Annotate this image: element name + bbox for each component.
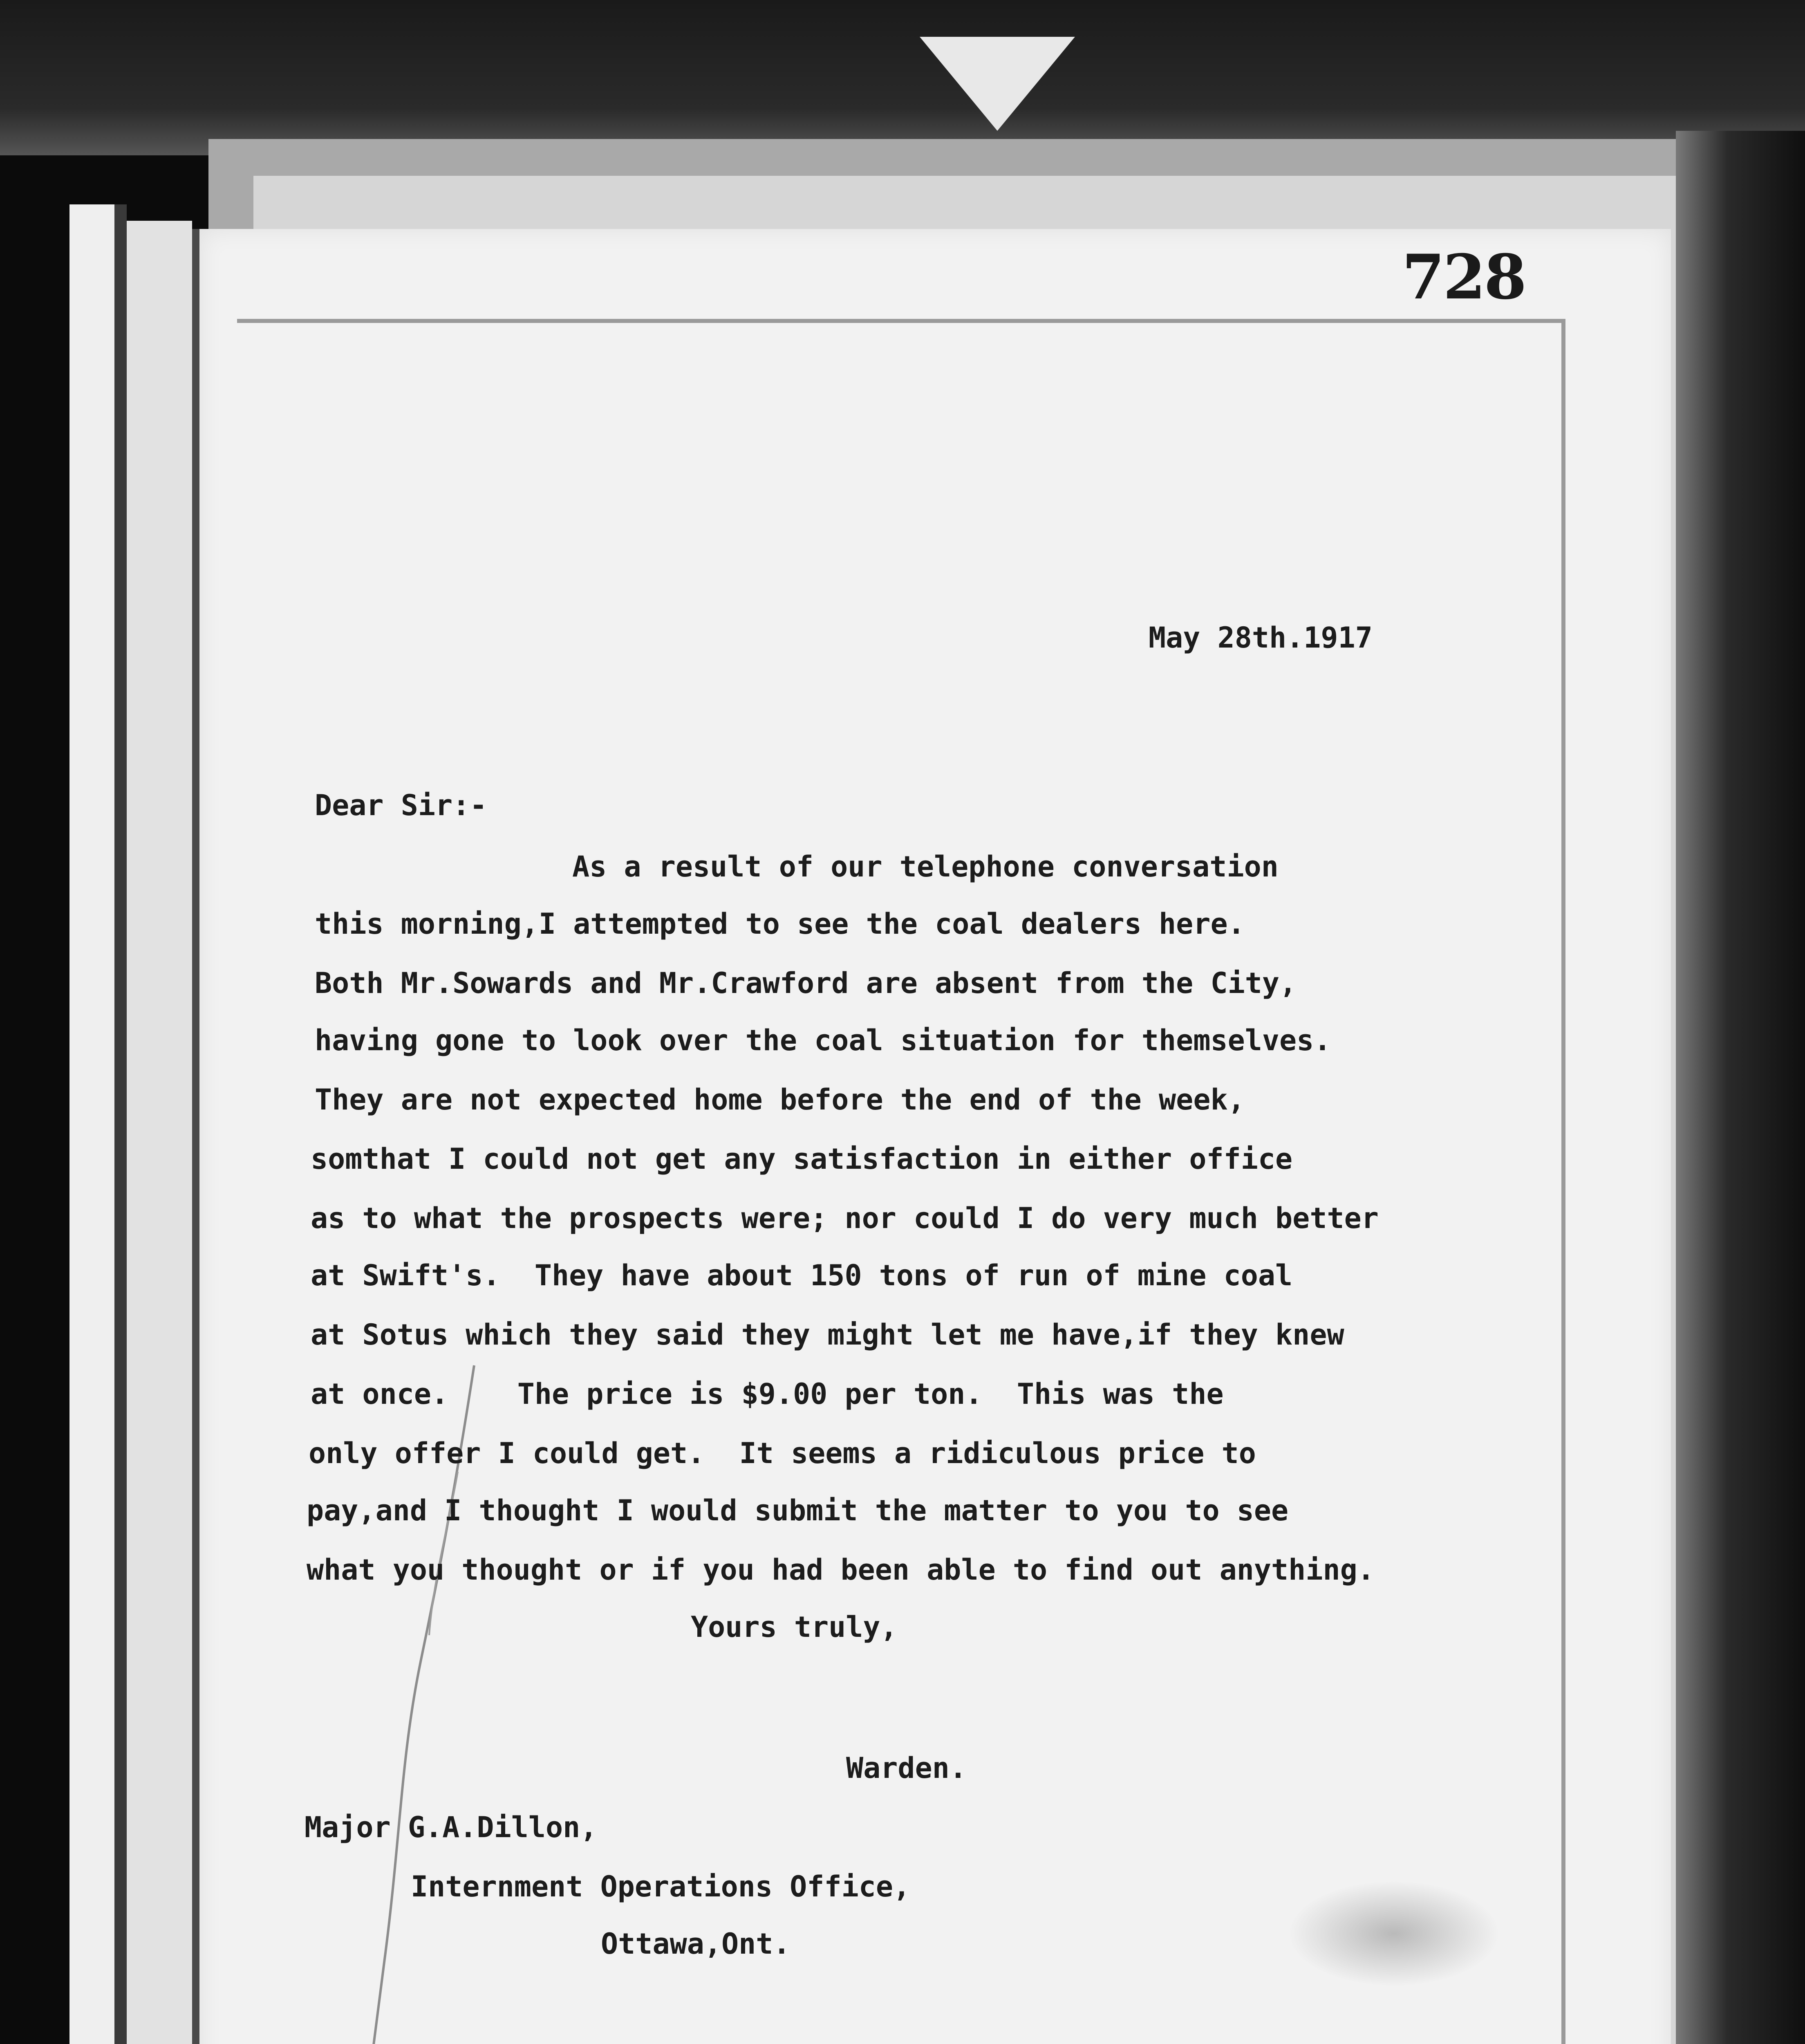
body-line-12: pay,and I thought I would submit the matter to you to see [307, 1494, 1289, 1527]
letter-page-frame [237, 319, 1565, 2044]
body-line-13: what you thought or if you had been able to find out anything. [307, 1553, 1375, 1587]
binding-strip-inner [127, 221, 192, 2044]
binding-strip-edge [192, 229, 199, 2044]
paper-stain [1288, 1880, 1500, 1987]
body-line-1: As a result of our telephone conversation [572, 850, 1279, 883]
salutation: Dear Sir:- [315, 789, 487, 822]
recipient-name: Major G.A.Dillon, [305, 1811, 598, 1844]
signature-title: Warden. [846, 1751, 967, 1785]
recipient-office: Internment Operations Office, [411, 1870, 911, 1903]
closing: Yours truly, [691, 1610, 898, 1644]
film-right-edge [1676, 131, 1805, 2044]
body-line-11: only offer I could get. It seems a ridiculous price to [309, 1437, 1256, 1470]
body-line-8: at Swift's. They have about 150 tons of run of mine coal [311, 1259, 1293, 1292]
body-line-9: at Sotus which they said they might let me have,if they knew [311, 1318, 1344, 1351]
body-line-6: somthat I could not get any satisfaction in either office [311, 1142, 1293, 1176]
clip-notch [920, 37, 1075, 131]
body-line-2: this morning,I attempted to see the coal dealers here. [315, 907, 1245, 941]
body-line-7: as to what the prospects were; nor could I do very much better [311, 1201, 1379, 1235]
film-top-band [0, 0, 1805, 155]
body-line-10: at once. The price is $9.00 per ton. This was the [311, 1377, 1224, 1411]
body-line-4: having gone to look over the coal situation for themselves. [315, 1024, 1331, 1057]
body-line-3: Both Mr.Sowards and Mr.Crawford are absent from the City, [315, 966, 1297, 1000]
binding-strip [69, 204, 114, 2044]
letter-date: May 28th.1917 [1149, 621, 1373, 654]
binding-strip-shadow [114, 204, 127, 2044]
recipient-city: Ottawa,Ont. [601, 1927, 791, 1961]
body-line-5: They are not expected home before the end of the week, [315, 1083, 1245, 1116]
page-number: 728 [1402, 241, 1525, 313]
